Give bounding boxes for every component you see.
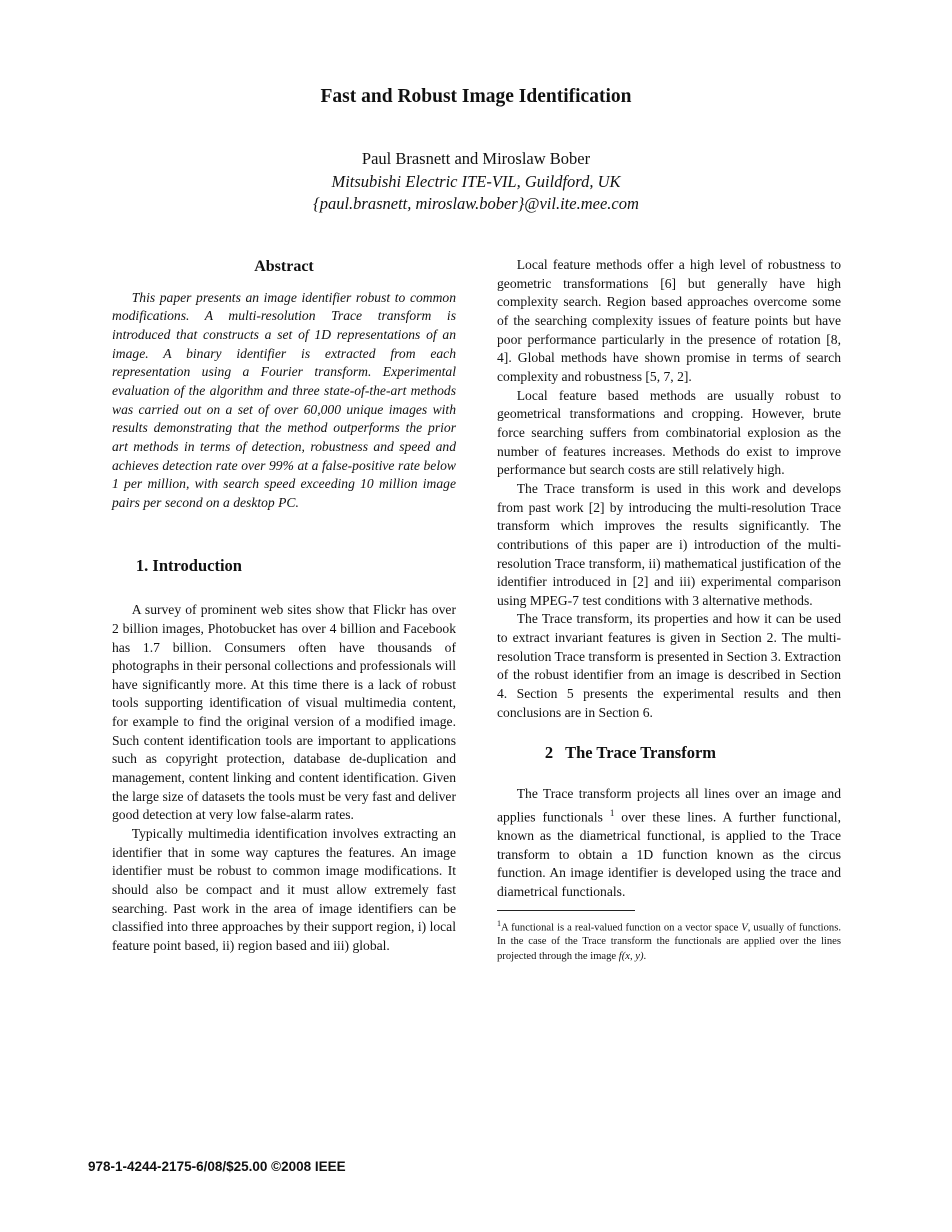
intro-paragraph-3: Local feature methods offer a high level of robustness to geometric transformations [6] but generally have high complexity search. Region based approaches overcome some of the searching complexity issues of feature points but have poor performance particularly in the presence of rotation [8, 4]. Global methods have shown promise in terms of search complexity and robustness [5, 7, 2]. bbox=[497, 257, 841, 384]
author-block bbox=[0, 148, 952, 216]
section-heading-introduction: 1. Introduction bbox=[135, 555, 242, 575]
copyright-notice: 978-1-4244-2175-6/08/$25.00 ©2008 IEEE bbox=[88, 1159, 346, 1174]
footnote-text-c: . bbox=[643, 950, 647, 962]
footnote-text-a: A functional is a real-valued function on a vector space bbox=[501, 922, 742, 934]
trace-text-a: The Trace transform projects all lines over an image and applies functionals bbox=[497, 786, 841, 825]
paper-title: Fast and Robust Image Identification bbox=[320, 86, 632, 107]
intro-paragraph-4: Local feature based methods are usually robust to geometrical transformations and cropping. However, brute force searching suffers from combinatorial explosion as the number of features increases. Methods do exist to improve performance but search costs are still relatively high. bbox=[497, 387, 841, 478]
trace-paragraph-1 bbox=[497, 785, 841, 901]
section-number: 2 bbox=[544, 743, 554, 763]
abstract-heading: Abstract bbox=[254, 258, 314, 275]
footnote bbox=[497, 917, 841, 964]
abstract-text: This paper presents an image identifier robust to common modifications. A multi-resolution Trace transform is introduced that constructs a set of 1D representations of an image. A binary identifier is extracted from each representation using a Fourier transform. Experimental evaluation of the algorithm and three state-of-the-art methods was carried out on a set of over 60,000 unique images with results demonstrating that the method outperforms the prior art methods in terms of detection, robustness and speed and achieves detection rate over 99% at a false-positive rate below 1 per million, with search speed exceeding 10 million image pairs per second on a desktop PC. bbox=[112, 289, 456, 510]
footnote-text-b: , usually of functions. In the case of the Trace transform the functionals are applied over the lines projected through the image bbox=[497, 922, 841, 962]
author-names: Paul Brasnett and Miroslaw Bober bbox=[361, 149, 591, 168]
trace-text-b: over these lines. A further functional, known as the diametrical functional, is applied to the Trace transform to obtain a 1D function known as the circus function. An image identifier is developed using the trace and diametrical functionals. bbox=[497, 809, 841, 899]
email-addresses: {paul.brasnett, miroslaw.bober}@vil.ite.mee.com bbox=[313, 194, 639, 213]
intro-paragraph-2: Typically multimedia identification involves extracting an identifier that in some way captures the features. An image identifier must be robust to common image modifications. It should also be compact and it must allow extremely fast searching. Past work in the area of image identifiers can be classified into three approaches by their support region, i) local feature point based, ii) region based and iii) global. bbox=[112, 826, 456, 953]
section-title: The Trace Transform bbox=[565, 743, 717, 763]
intro-paragraph-1: A survey of prominent web sites show that Flickr has over 2 billion images, Photobucket has over 4 billion and Facebook has 1.7 billion. Consumers often have thousands of photographs in their personal collections and professionals will have significantly more. At this time there is a lack of robust tools supporting identification of visual multimedia content, for example to find the original version of a modified image. Such content identification tools are important to applications such as copyright protection, database de-duplication and management, content linking and content identification. Given the large size of datasets the tools must be very fast and deliver good detection at very low false-alarm rates. bbox=[112, 602, 456, 823]
intro-paragraph-6: The Trace transform, its properties and how it can be used to extract invariant features is given in Section 2. The multi-resolution Trace transform is presented in Section 3. Extraction of the robust identifier from an image is described in Section 4. Section 5 presents the experimental results and then conclusions are in Section 6. bbox=[497, 611, 841, 720]
footnote-divider bbox=[497, 910, 635, 911]
footnote-marker: 1 bbox=[609, 807, 615, 818]
footnote-number: 1 bbox=[497, 918, 501, 928]
affiliation: Mitsubishi Electric ITE-VIL, Guildford, UK bbox=[331, 171, 621, 191]
footnote-var-f: f(x, y) bbox=[618, 950, 644, 962]
footnote-var-v: V bbox=[741, 922, 748, 934]
right-column bbox=[497, 256, 841, 964]
section-heading-trace-transform bbox=[497, 744, 841, 763]
left-column bbox=[112, 256, 456, 956]
intro-paragraph-5: The Trace transform is used in this work and develops from past work [2] by introducing the multi-resolution Trace transform which improves the results significantly. The contributions of this paper are i) introduction of the multi-resolution Trace transform, ii) mathematical justification of the identifier introduced in [2] and iii) experimental comparison using MPEG-7 test conditions with 3 alternative methods. bbox=[497, 480, 841, 608]
